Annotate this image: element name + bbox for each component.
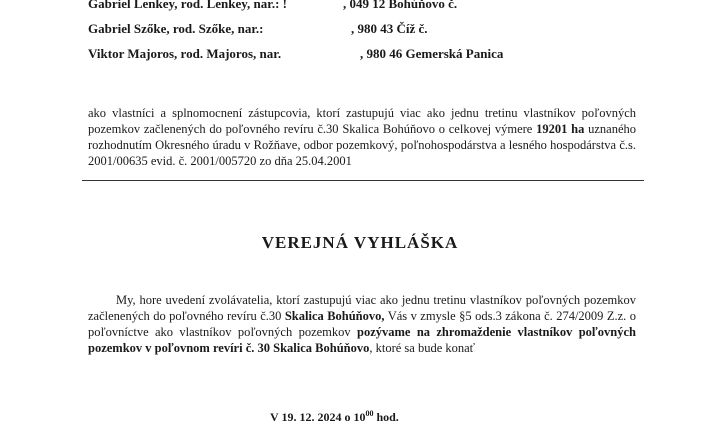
area-value: 19201 ha [536,121,585,136]
body-text: , ktoré sa bude konať [369,340,476,355]
body-text: My, hore uvedení zvolávatelia, ktorí zastupujú viac ako jednu tretinu vlastníkov poľovných pozemkov začlenených do poľovného revíru č.30 [88,292,636,323]
revir-name: Skalica Bohúňovo, [284,308,385,323]
meeting-date: V 19. 12. 2024 o 10 [270,410,366,424]
invitation-text: pozývame na zhromaždenie vlastníkov poľovných pozemkov v poľovnom revíri č. 30 Skalica Bohúňovo [88,324,636,355]
convener-list [88,0,688,71]
meeting-date-line [270,409,399,425]
body-text: Vás v zmysle §5 ods.3 zákona č. 274/2009 Z.z. o poľovníctve ako vlastníkov poľovných pozemkov [88,308,636,339]
meeting-time-unit: hod. [373,410,399,424]
convener-name: Gabriel Szőke, rod. Szőke, nar.: [88,21,264,36]
meeting-time-minutes: 00 [365,409,374,418]
convener-name: Gabriel Lenkey, rod. Lenkey, nar.: ! [88,0,287,11]
convener-address: , 049 12 Bohúňovo č. [343,0,458,11]
intro-paragraph [88,105,636,169]
convener-name: Viktor Majoros, rod. Majoros, nar. [88,46,282,61]
convener-row [88,21,688,46]
convener-row [88,46,688,71]
convener-address: , 980 46 Gemerská Panica [360,46,504,61]
intro-text: uznaného rozhodnutím Okresného úradu v Rožňave, odbor pozemkový, poľnohospodárstva a lesného hospodárstva č.s. 2001/00635 evid. č. 2001/005720 zo dňa 25.04.2001 [88,121,636,168]
intro-text: ako vlastníci a splnomocnení zástupcovia, ktorí zastupujú viac ako jednu tretinu vlastníkov poľovných pozemkov začlenených do poľovného revíru č.30 Skalica Bohúňovo o celkovej výmere [88,105,636,136]
convener-row [88,0,688,21]
document-title: VEREJNÁ VYHLÁŠKA [261,233,459,252]
convener-address: , 980 43 Číž č. [351,21,428,36]
body-paragraph [88,292,636,356]
divider-line [82,180,644,181]
